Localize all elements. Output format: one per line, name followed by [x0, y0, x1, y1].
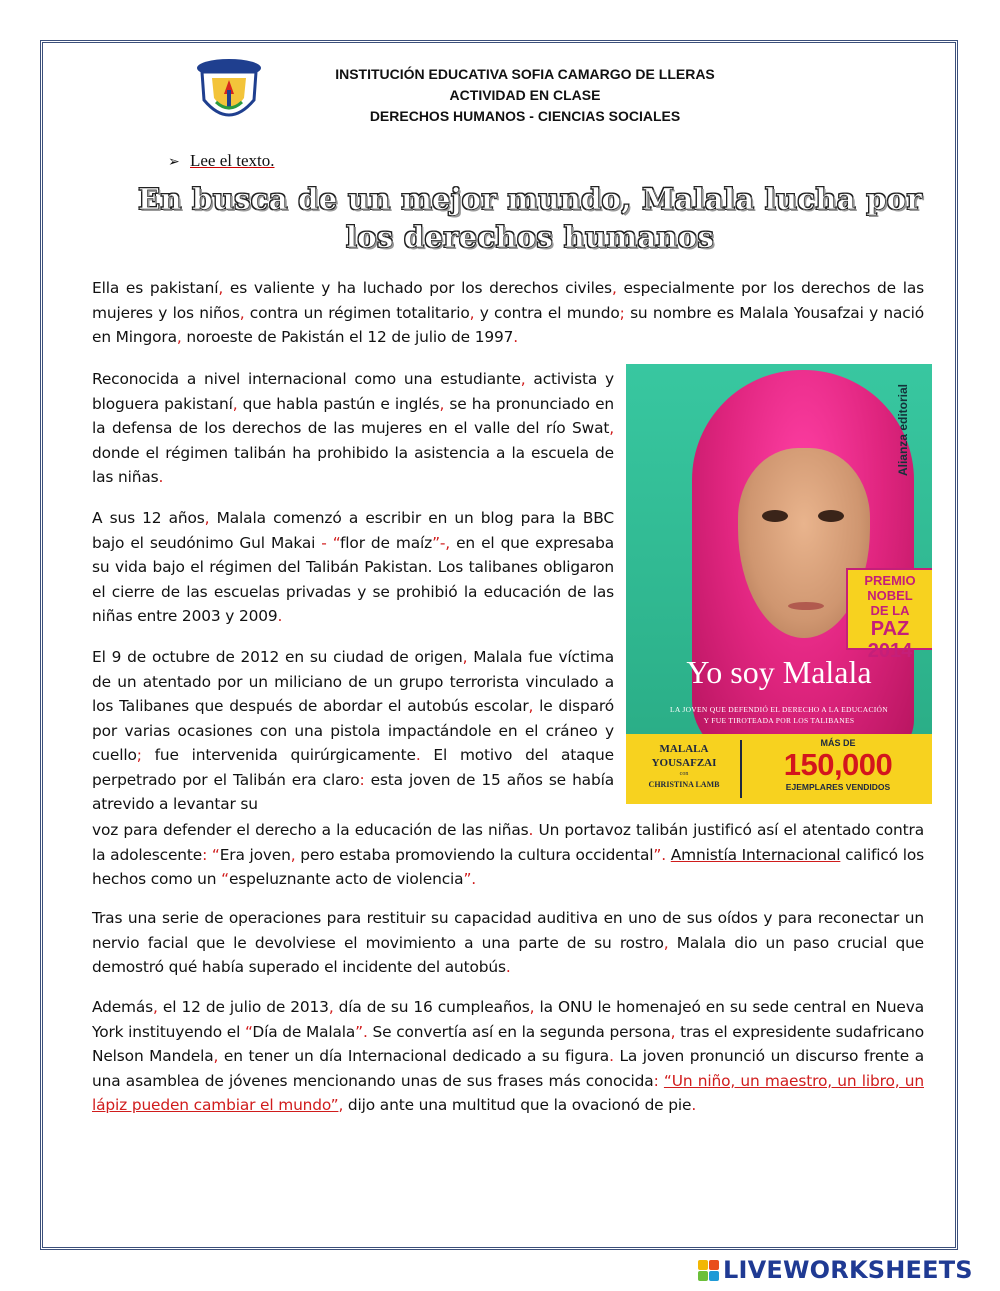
liveworksheets-logo-icon	[698, 1260, 719, 1281]
text-run: Malala dio un paso crucial que demostró qué había superado el incidente del autobús	[92, 933, 924, 976]
text-run: :	[359, 770, 365, 789]
text-run: y contra el mundo	[474, 303, 620, 322]
title-line-1: En busca de un mejor mundo, Malala lucha por	[137, 182, 923, 216]
text-run: dijo ante una multitud que la ovacionó de pie	[343, 1096, 692, 1114]
text-run: ,	[462, 648, 468, 666]
text-run: calificó los hechos como un	[92, 845, 924, 888]
book-subtitle	[646, 704, 912, 726]
page-title	[110, 180, 950, 256]
text-run: La joven pronunció un discurso frente a una asamblea de jóvenes mencionando unas de sus frases más conocida	[92, 1047, 925, 1090]
text-run: Además	[92, 998, 154, 1016]
text-run: ,	[529, 998, 535, 1016]
text-run: voz para defender el derecho a la educación de las niñas	[92, 821, 529, 839]
cover-sales	[748, 738, 928, 792]
text-run: .	[691, 1096, 697, 1114]
text-run: ,	[204, 509, 210, 527]
text-run: esta joven de 15 años se había atrevido a levantar su	[92, 770, 614, 813]
text-run: .	[158, 468, 164, 486]
cover-bottom-band	[626, 734, 932, 804]
text-run: ;	[619, 303, 625, 322]
text-run: ,	[176, 328, 182, 346]
text-run: El motivo del ataque perpetrado por el Talibán era claro	[92, 746, 614, 789]
text-run: en tener un día Internacional dedicado a su figura	[218, 1047, 610, 1065]
text-run: :	[653, 1071, 659, 1090]
paragraph-1	[92, 276, 924, 350]
sales-suffix: EJEMPLARES VENDIDOS	[785, 782, 891, 792]
text-run: la ONU le homenajeó en su sede central en Nueva York instituyendo el	[92, 998, 924, 1041]
text-run: su nombre es Malala Yousafzai y nació en Mingora	[92, 303, 924, 346]
text-run: contra un régimen totalitario	[244, 303, 470, 322]
cover-eye-right	[818, 510, 844, 522]
cover-eye-left	[762, 510, 788, 522]
text-run: le disparó por varias ocasiones con una pistola impactándole en el cráneo y cuello	[92, 697, 614, 764]
text-run: ,	[338, 1096, 344, 1114]
text-run: Era joven	[219, 845, 291, 864]
text-run: ”.	[653, 845, 666, 864]
text-run: fue intervenida quirúrgicamente	[141, 746, 416, 764]
badge-line-4: PAZ	[870, 618, 910, 640]
text-run: ,	[439, 394, 445, 413]
text-run: Amnistía Internacional	[670, 845, 841, 864]
text-run: ,	[218, 279, 224, 297]
text-run: ,	[232, 394, 238, 413]
sales-number: 150,000	[783, 747, 893, 782]
author-line-1: MALALA	[659, 743, 709, 755]
text-run: “Un niño, un maestro, un libro, un lápiz pueden cambiar el mundo”	[92, 1071, 924, 1114]
paragraph-5	[92, 906, 924, 980]
paragraph-6	[92, 995, 924, 1118]
liveworksheets-footer[interactable]	[698, 1256, 973, 1284]
text-run: tras el expresidente sudafricano Nelson Mandela	[92, 1022, 924, 1065]
author-line-2: YOUSAFZAI	[651, 757, 717, 769]
document-header	[250, 64, 800, 127]
text-run: ”-,	[432, 533, 451, 552]
footer-brand: LIVEWORKSHEETS	[723, 1256, 973, 1284]
instruction-text: Lee el texto.	[190, 151, 275, 170]
text-run: ,	[239, 303, 245, 322]
cover-mouth	[788, 602, 824, 610]
instruction	[168, 151, 275, 171]
coauthor: CHRISTINA LAMB	[648, 780, 720, 789]
text-run: flor de maíz	[340, 533, 433, 552]
text-run: ,	[670, 1022, 676, 1041]
sales-prefix: MÁS DE	[820, 738, 856, 748]
text-run: Ella es pakistaní	[92, 279, 219, 297]
text-run: A sus 12 años	[92, 509, 205, 527]
author-con: con	[679, 771, 689, 777]
text-run: especialmente por los derechos de las mujeres y los niños	[92, 279, 924, 322]
cover-divider	[740, 740, 742, 798]
text-run: ,	[663, 933, 669, 952]
subtitle-line-1: LA JOVEN QUE DEFENDIÓ EL DERECHO A LA EDUCACIÓN	[670, 705, 888, 714]
text-run: .	[415, 746, 421, 764]
text-run: ,	[609, 419, 614, 437]
text-run: .	[513, 328, 519, 346]
text-run: activista y bloguera pakistaní	[92, 370, 614, 413]
title-line-2: los derechos humanos	[345, 220, 715, 254]
text-run: ;	[136, 746, 142, 764]
text-run: Un portavoz talibán justificó así el atentado contra la adolescente	[92, 821, 924, 864]
text-run: “	[221, 870, 229, 888]
text-run: - “	[321, 533, 341, 552]
text-run: se ha pronunciado en la defensa de los derechos de las mujeres en el valle del río Swat	[92, 394, 614, 437]
text-run: en el que expresaba su vida bajo el régimen del Talibán Pakistan. Los talibanes obligaron el cierre de las escuelas privadas y se prohibió la educación de las niñas entre 2003 y 2009	[92, 533, 614, 625]
text-run: ,	[469, 303, 475, 322]
badge-line-1: PREMIO	[864, 573, 916, 588]
text-run: Tras una serie de operaciones para restituir su capacidad auditiva en uno de sus oídos y para reconectar un nervio facial que le devolviese el movimiento a una parte de su rostro	[92, 909, 924, 952]
text-run: : “	[202, 845, 220, 864]
text-run: Malala comenzó a escribir en un blog para la BBC bajo el seudónimo Gul Makai	[92, 509, 614, 552]
text-run: espeluznante acto de violencia	[228, 870, 464, 888]
text-run: donde el régimen talibán ha prohibido la asistencia a la escuela de las niñas	[92, 443, 614, 486]
text-run: Día de Malala	[252, 1022, 356, 1041]
text-run: .	[609, 1047, 614, 1065]
badge-line-3: DE LA	[870, 603, 910, 618]
text-run: ,	[213, 1047, 219, 1065]
text-run: ,	[520, 370, 526, 388]
text-run: ,	[290, 845, 296, 864]
text-run: ,	[328, 998, 334, 1016]
paragraph-4	[92, 645, 614, 817]
text-run: ,	[153, 998, 158, 1016]
subject-label: DERECHOS HUMANOS - CIENCIAS SOCIALES	[369, 108, 681, 124]
activity-label: ACTIVIDAD EN CLASE	[449, 87, 601, 103]
institution-name: INSTITUCIÓN EDUCATIVA SOFIA CAMARGO DE LLERAS	[335, 66, 715, 82]
text-run: Malala fue víctima de un atentado por un miliciano de un grupo terrorista vinculado a los Talibanes que después de abordar el autobús escolar	[92, 648, 614, 715]
arrow-bullet-icon: ➢	[168, 155, 180, 170]
text-run: .	[528, 821, 534, 839]
book-title: Yo soy Malala	[686, 654, 872, 690]
nobel-badge	[846, 568, 932, 662]
text-run: ”.	[463, 870, 477, 888]
subtitle-line-2: Y FUE TIROTEADA POR LOS TALIBANES	[703, 716, 855, 725]
text-run: ,	[528, 697, 534, 715]
text-run: .	[505, 958, 511, 976]
text-run: “	[245, 1022, 253, 1041]
text-run: día de su 16 cumpleaños	[333, 998, 530, 1016]
text-run: El 9 de octubre de 2012 en su ciudad de origen	[92, 648, 463, 666]
cover-author	[632, 742, 736, 792]
text-run: que habla pastún e inglés	[237, 394, 440, 413]
paragraph-3	[92, 506, 614, 629]
book-cover	[626, 364, 932, 804]
text-run: noroeste de Pakistán el 12 de julio de 1997	[181, 328, 514, 346]
cover-publisher: Alianza editorial	[896, 384, 910, 477]
paragraph-2	[92, 367, 614, 490]
text-run: ”.	[355, 1022, 368, 1041]
badge-line-2: NOBEL	[867, 588, 913, 603]
text-run: .	[277, 607, 283, 625]
text-run: es valiente y ha luchado por los derechos civiles	[223, 279, 612, 297]
paragraph-4-continued	[92, 818, 924, 892]
text-run: ,	[611, 279, 617, 297]
badge-year: 2014	[867, 640, 913, 662]
text-run: Se convertía así en la segunda persona	[367, 1022, 671, 1041]
text-run: pero estaba promoviendo la cultura occidental	[295, 845, 654, 864]
text-run: el 12 de julio de 2013	[157, 998, 329, 1016]
text-run: Reconocida a nivel internacional como una estudiante	[92, 370, 521, 388]
